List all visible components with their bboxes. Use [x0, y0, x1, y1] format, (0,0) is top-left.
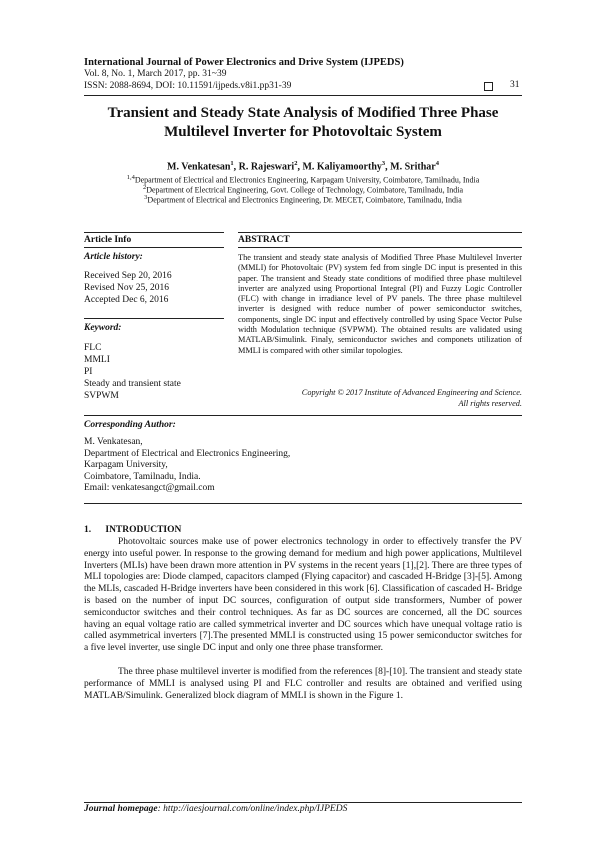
homepage-label: Journal homepage: [84, 804, 158, 814]
corresponding-dept: Department of Electrical and Electronics Engineering,: [84, 448, 291, 459]
keyword-item: MMLI: [84, 355, 110, 365]
article-info-heading: Article Info: [84, 235, 132, 245]
abstract-bottom-rule: [238, 247, 522, 248]
keyword-item: FLC: [84, 343, 102, 353]
article-info-top-rule: [84, 232, 224, 233]
author-name: M. Kaliyamoorthy: [302, 161, 382, 173]
title-line-1: Transient and Steady State Analysis of Modified Three Phase: [107, 105, 499, 121]
keyword-label: Keyword:: [84, 323, 122, 333]
author-separator: ,: [297, 161, 303, 173]
keyword-item: Steady and transient state: [84, 379, 181, 389]
affiliation-sup: 2: [142, 184, 147, 191]
title-line-2: Multilevel Inverter for Photovoltaic System: [164, 124, 442, 140]
abstract-top-rule: [238, 232, 522, 233]
footer-divider: [84, 802, 522, 803]
corresponding-details: [84, 437, 290, 495]
affiliation-3: [84, 194, 522, 205]
corresponding-top-rule: [84, 415, 522, 416]
corresponding-name: M. Venkatesan,: [84, 437, 143, 447]
page-number: 31: [510, 80, 520, 90]
author-sup: 2: [294, 160, 298, 167]
header-divider: [84, 95, 522, 96]
received-date: Received Sep 20, 2016: [84, 271, 172, 281]
introduction-paragraph-1: Photovoltaic sources make use of power electronics technology in order to effectively transfer the PV energy into useful power. In response to the growing demand for medium and high power applications, Multilevel Inverters (MLIs) have been drawn more attention in PV systems in the recent years [1],[2]. There are three types of MLI topologies are: Diode clamped, capacitors clamped (Flying capacitor) and cascaded H-Bridge [3]-[5]. Among the MLIs, cascaded H-Bridge inverters have been considered in this work [6]. Classification of cascaded H- Bridge is based on the number of input DC sources, configuration of output side transformers, Number of power semiconductor switches and their control techniques. As far as DC sources are concerned, all the DC sources having an equal voltage ratio are called symmetrical inverter and DC sources which have unequal voltage ratio is called asymmetrical inverters [7].The presented MMLI is constructed using 15 power semiconductor switches for a five level inverter, use single DC input and only one three phase transformer.: [84, 537, 522, 654]
affiliation-text: Department of Electrical and Electronics Engineering, Dr. MECET, Coimbatore, Tamilnadu, India: [147, 195, 462, 205]
copyright-line-1: Copyright © 2017 Institute of Advanced Engineering and Science.: [301, 388, 522, 397]
revised-date: Revised Nov 25, 2016: [84, 283, 169, 293]
square-icon: [484, 82, 493, 91]
affiliation-sup: 1,4: [126, 174, 135, 181]
article-info-bottom-rule: [84, 247, 224, 248]
corresponding-heading: Corresponding Author:: [84, 420, 176, 430]
copyright-line-2: All rights reserved.: [458, 398, 522, 408]
affiliation-sup: 3: [144, 194, 148, 201]
paper-title: [84, 104, 522, 142]
history-label: Article history:: [84, 252, 143, 262]
copyright-notice: [238, 388, 522, 409]
author-separator: ,: [233, 161, 239, 173]
issn-doi: ISSN: 2088-8694, DOI: 10.11591/ijpeds.v8i1.pp31-39: [84, 81, 292, 91]
corresponding-email[interactable]: Email: venkatesangct@gmail.com: [84, 483, 215, 493]
keyword-rule: [84, 318, 224, 319]
abstract-heading: ABSTRACT: [238, 235, 290, 245]
corresponding-univ: Karpagam University,: [84, 460, 168, 470]
volume-info: Vol. 8, No. 1, March 2017, pp. 31~39: [84, 69, 227, 79]
corresponding-city: Coimbatore, Tamilnadu, India.: [84, 471, 201, 482]
author-separator: ,: [385, 161, 391, 173]
journal-homepage: [84, 804, 347, 814]
introduction-paragraph-2: The three phase multilevel inverter is modified from the references [8]-[10]. The transient and steady state performance of MMLI is analysed using PI and FLC controller and results are obtained and verified using MATLAB/Simulink. Generalized block diagram of MMLI is shown in the Figure 1.: [84, 667, 522, 701]
corresponding-bottom-rule: [84, 503, 522, 504]
affiliation-text: Department of Electrical and Electronics Engineering, Karpagam University, Coimbatore, Tamilnadu, India: [134, 175, 480, 185]
journal-name: International Journal of Power Electronics and Drive System (IJPEDS): [84, 57, 404, 68]
author-name: R. Rajeswari: [238, 161, 295, 173]
author-sup: 4: [435, 160, 439, 167]
abstract-body: The transient and steady state analysis of Modified Three Phase Multilevel Inverter (MMLI) for Photovoltaic (PV) system fed from single DC input is presented in this paper. The transient and Steady state conditions of modified three phase multilevel inverter are analyzed using Proportional Integral (PI) and Fuzzy Logic Controller (FLC) with change in irradiance level of PV panels. The three phase multilevel inverter is designed with reduce number of power semiconductor switches, components, single DC input and effectively controlled by using Space Vector Pulse width Modulation technique (SVPWM). The obtained results are validated using MATLAB/Simulink. Finaly, semiconductor swiches and componets utilization of MMLI is compared with other similar topologies.: [238, 253, 522, 355]
author-name: M. Srithar: [390, 161, 436, 173]
author-list: [84, 160, 522, 172]
author-sup: 3: [381, 160, 386, 167]
accepted-date: Accepted Dec 6, 2016: [84, 295, 169, 305]
keyword-item: SVPWM: [84, 391, 119, 401]
keyword-item: PI: [84, 367, 93, 377]
homepage-url[interactable]: : http://iaesjournal.com/online/index.php/IJPEDS: [157, 804, 348, 814]
affiliation-text: Department of Electrical Engineering, Govt. College of Technology, Coimbatore, Tamilnadu, India: [146, 185, 464, 195]
author-sup: 1: [230, 160, 234, 167]
introduction-heading: 1. INTRODUCTION: [84, 525, 182, 535]
author-name: M. Venkatesan: [167, 161, 231, 173]
